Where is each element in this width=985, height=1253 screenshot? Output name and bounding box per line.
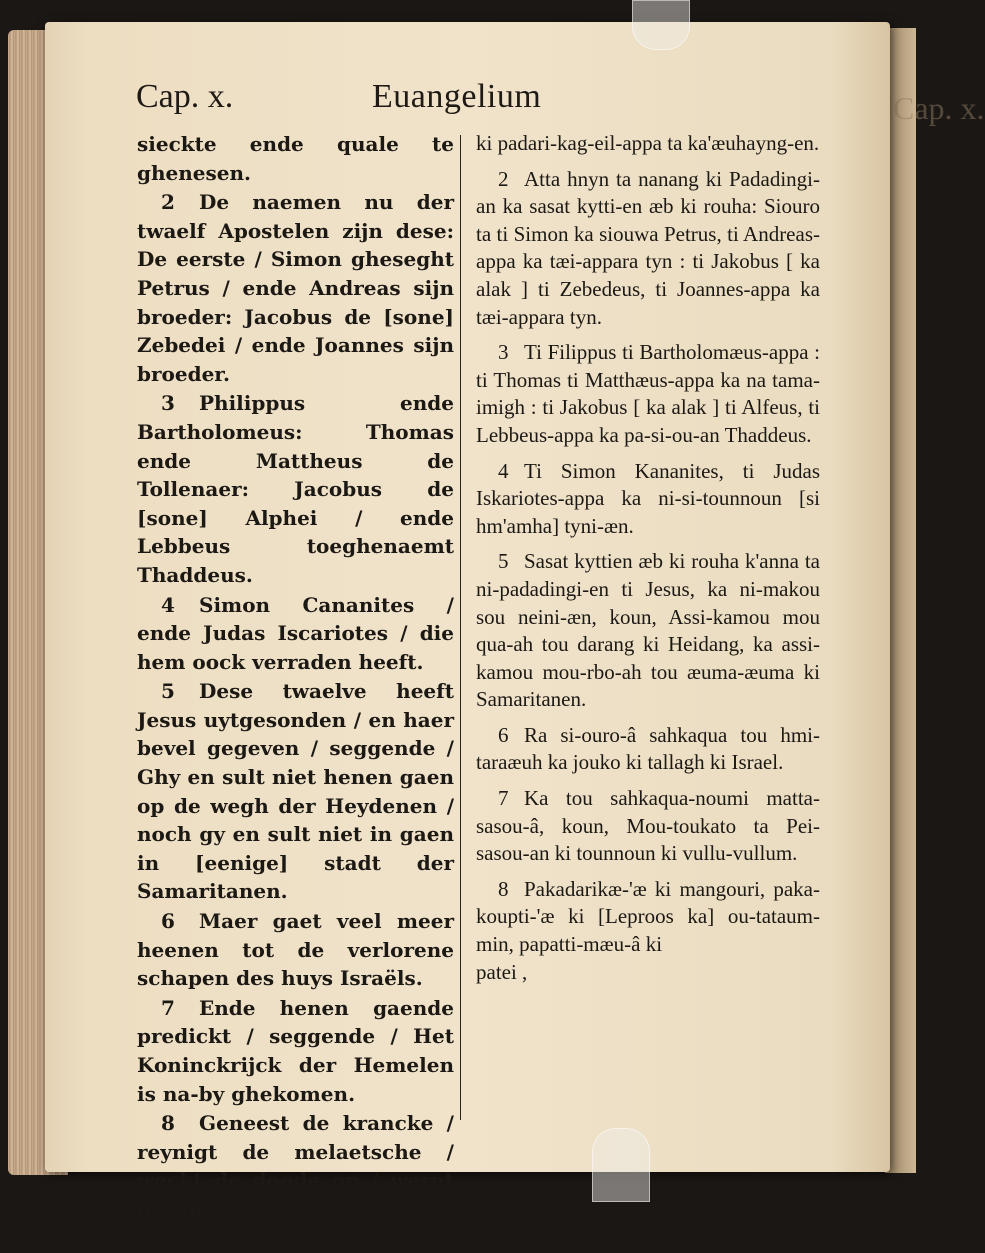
formosan-column [476,130,820,994]
formosan-verse-2: 2 Atta hnyn ta nanang ki Padadingi-an ka sasat kytti-en æb ki rouha: Siouro ta ti Simon ka siouwa Petrus, ti Andreas-appa ka tæi-appara tyn : ti Jakobus [ ka alak ] ti Zebedeus, ti Joannes-appa ka tæi-appara tyn. [476,166,820,329]
verse-number: 4 [498,458,509,483]
dutch-verse-5: 5 Dese twaelve heeft Jesus uytgesonden / en haer bevel gegeven / seggende / Ghy en sult niet henen gaen op de wegh der Heydenen / noch gy en sult niet in gaen in [eenige] stadt der Samaritanen. [137,679,454,904]
verse-number: 4 [161,592,175,617]
dutch-verse-3: 3 Philippus ende Bartholomeus: Thomas ende Mattheus de Tollenaer: Jacobus de [sone] Alphei / ende Lebbeus toeghenaemt Thaddeus. [137,391,454,587]
dutch-verse-2: 2 De naemen nu der twaelf Apostelen zijn dese: De eerste / Simon gheseght Petrus / ende Andreas sijn broeder: Jacobus de [sone] Zebedei / ende Joannes sijn broeder. [137,190,454,386]
dutch-verse-7: 7 Ende henen gaende predickt / seggende / Het Koninckrijck der Hemelen is na-by ghekomen. [137,995,454,1106]
formosan-verse-8: 8 Pakadarikæ-'æ ki mangouri, paka-koupti-'æ ki [Leproos ka] ou-tataum-min, papatti-mæu-â ki patei , [476,876,820,986]
formosan-verse-6: 6 Ra si-ouro-â sahkaqua tou hmi-taraæuh ka jouko ki tallagh ki Israel. [476,722,820,775]
bottom-page-clip [592,1128,650,1202]
verse-number: 6 [498,722,509,747]
running-head [136,78,566,124]
verse-number: 2 [498,166,509,191]
dutch-catchword: velen [137,1225,197,1250]
verse-number: 7 [498,786,509,811]
verse-number: 3 [161,391,175,416]
verse-number: 6 [161,909,175,934]
verse-number: 5 [498,549,509,574]
verse-number: 8 [498,876,509,901]
dutch-verse-4: 4 Simon Cananites / ende Judas Iscariotes / die hem oock verraden heeft. [137,592,454,674]
verse-number: 8 [161,1111,175,1136]
verse-number: 5 [161,679,175,704]
formosan-verse-3: 3 Ti Filippus ti Bartholomæus-appa : ti Thomas ti Matthæus-appa ka na tama-imigh : ti Jakobus [ ka alak ] ti Alfeus, ti Lebbeus-appa ka pa-si-ou-an Thaddeus. [476,340,820,447]
formosan-verse-4: 4 Ti Simon Kananites, ti Judas Iskariotes-appa ka ni-si-tounnoun [si hm'amha] tyni-æn. [476,458,820,538]
formosan-verse-7: 7 Ka tou sahkaqua-noumi matta-sasou-â, koun, Mou-toukato ta Pei-sasou-an ki tounnoun ki vullu-vullum. [476,786,820,866]
chapter-label: Cap. x. [136,78,234,115]
dutch-verse-8: 8 Geneest de krancke / reynigt de melaetsche / weckt de doode op / werpt de Duy- velen [137,1109,454,1252]
column-divider [460,135,461,1120]
formosan-catchword: patei , [476,959,528,984]
verse-number: 3 [498,340,509,365]
verse-number: 2 [161,190,175,215]
formosan-verse-5: 5 Sasat kyttien æb ki rouha k'anna ta ni-padadingi-en ti Jesus, ka ni-makou sou neini-æn, koun, Assi-kamou mou qua-ah tou darang ki Heidang, ka assi-kamou mou-rbo-ah tou æuma-æuma ki Samaritanen. [476,549,820,712]
dutch-verse-1-cont: sieckte ende quale te ghenesen. [137,132,454,185]
top-page-clip [632,0,690,50]
dutch-verse-6: 6 Maer gaet veel meer heenen tot de verlorene schapen des huys Israëls. [137,909,454,991]
dutch-column [137,130,454,1253]
book-title: Euangelium [372,78,542,115]
verse-number: 7 [161,995,175,1020]
formosan-verse-1-cont: ki padari-kag-eil-appa ta ka'æuhayng-en. [476,131,820,155]
next-page-ghost-text: Cap. x. [893,90,985,126]
